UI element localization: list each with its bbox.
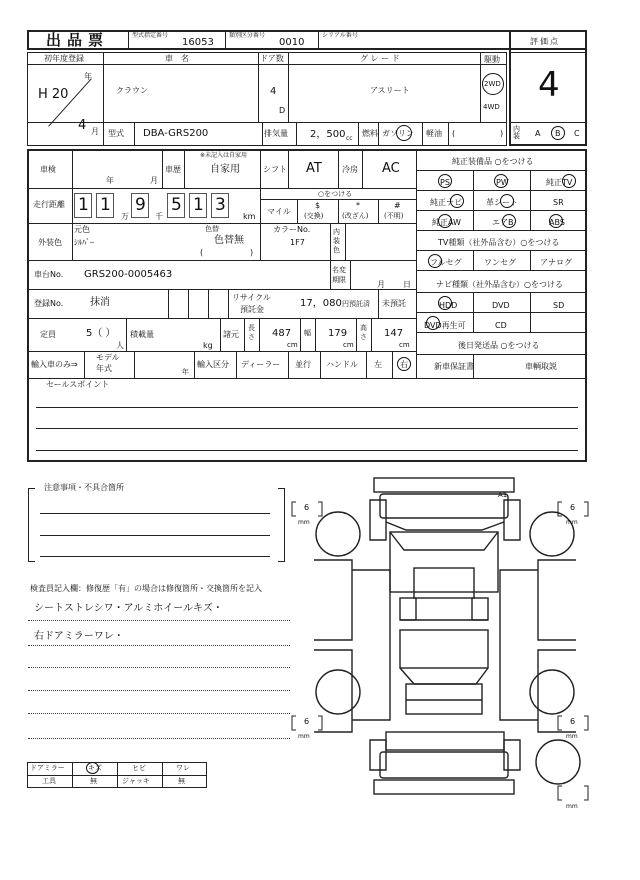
navi-cd: CD — [495, 321, 507, 330]
damage-a1: A1 — [498, 491, 508, 499]
score-label: 評価点 — [530, 37, 560, 46]
equipment-grid-line — [416, 270, 587, 271]
equipment-grid-line — [473, 170, 474, 230]
capacity-label: 定員 — [40, 330, 56, 339]
model: DBA-GRS200 — [143, 128, 209, 139]
equipment-grid-line — [416, 292, 587, 293]
equip-leather: 革シート — [486, 198, 518, 207]
unknown-option: (不明) — [384, 212, 404, 220]
height-cm: cm — [399, 341, 410, 349]
cc-unit: cc — [346, 135, 353, 142]
notes-line-1: シートストレシワ・アルミホイールキズ・ — [34, 603, 223, 614]
width: 179 — [328, 328, 348, 339]
score-value: 4 — [538, 65, 560, 105]
equipment-grid-line — [416, 250, 587, 251]
history-note: ※未記入は自家用 — [200, 152, 248, 159]
handle-left: 左 — [374, 360, 382, 369]
width-label: 幅 — [304, 329, 311, 337]
width-cm: cm — [343, 341, 354, 349]
interior-label: 内装 — [513, 125, 520, 140]
equipment-grid-line — [473, 250, 474, 270]
recycle-label-2: 預託金 — [240, 305, 264, 314]
shift-label: シフト — [263, 165, 287, 174]
navi-dvd: DVD — [492, 301, 510, 310]
mirror-crack: ワレ — [176, 764, 190, 772]
mile-option: マイル — [267, 207, 291, 216]
jack-none: 無 — [178, 777, 185, 785]
equip-sr: SR — [553, 198, 564, 207]
tv-fullseg: フルセグ — [430, 258, 462, 267]
exchange-symbol: $ — [315, 201, 321, 210]
height: 147 — [384, 328, 404, 339]
tamper-option: (改ざん) — [342, 212, 369, 220]
man-unit: 万 — [121, 212, 129, 221]
equipment-grid-line — [473, 292, 474, 332]
history: 自家用 — [210, 164, 240, 175]
serial-label: シリアル番号 — [322, 32, 358, 39]
inspection-year: 年 — [106, 176, 114, 185]
displacement: 2，500 — [310, 129, 346, 140]
tamper-symbol: * — [356, 201, 360, 210]
original-color-label: 元色 — [74, 225, 90, 234]
mileage-digit: 1 — [78, 195, 89, 215]
interior-c: C — [574, 129, 580, 138]
original-color: ｼﾙﾊﾞｰ — [74, 238, 94, 247]
notes-line-2: 右ドアミラーワレ・ — [34, 631, 124, 642]
load-label: 積載量 — [130, 330, 154, 339]
dim-label: 諸元 — [223, 330, 239, 339]
month-unit: 月 — [91, 127, 99, 136]
first-reg-label: 初年度登録 — [44, 54, 84, 63]
header-box — [27, 30, 587, 50]
chassis-label: 車台No. — [34, 270, 64, 279]
navi-dvd-play: DVD再生可 — [424, 321, 466, 330]
grade-label: グ レ ー ド — [360, 54, 400, 63]
recycle-none: 未預託 — [382, 299, 406, 308]
handle-label: ハンドル — [326, 360, 358, 369]
equipment-grid-line — [530, 170, 531, 230]
tread-front-left-unit: mm — [298, 519, 310, 526]
height-label: 高さ — [360, 324, 367, 341]
persons-unit: 人 — [116, 341, 124, 350]
mirror-crack-small: ヒビ — [132, 764, 146, 772]
equip-ps: PS — [440, 178, 450, 187]
notes-bracket-right — [278, 488, 285, 562]
equipment-grid-line — [416, 312, 587, 313]
drive-label: 駆動 — [484, 55, 500, 64]
exchange-option: (交換) — [304, 212, 324, 220]
tread-rear-left-unit: mm — [298, 733, 310, 740]
recycle-amount: 17，080 — [300, 298, 342, 309]
displacement-label: 排気量 — [264, 129, 288, 138]
tread-front-right-unit: mm — [566, 519, 578, 526]
fuel-gasoline: ガソリン — [382, 129, 414, 138]
later-manual: 車輌取説 — [525, 362, 557, 371]
paren-close: ) — [500, 129, 504, 138]
color-change: 色替無 — [214, 235, 244, 246]
reg: 抹消 — [90, 297, 110, 308]
interior-color-label: 内装色 — [333, 228, 340, 254]
equipment-grid-line — [416, 354, 587, 355]
navi-sd: SD — [553, 301, 565, 310]
inspector-label: 検査員記入欄：修復歴「有」の場合は修復箇所・交換箇所を記入 — [30, 584, 262, 593]
tread-rear-right-unit: mm — [566, 733, 578, 740]
inspection-label: 車検 — [40, 165, 56, 174]
tread-front-left: 6 — [304, 503, 310, 512]
capacity: 5（ ） — [86, 328, 116, 339]
aircon-label: 冷房 — [342, 165, 358, 174]
equipment-grid-line — [416, 170, 587, 171]
navi-hdd: HDD — [439, 301, 458, 310]
exterior-color-label: 外装色 — [38, 238, 62, 247]
import-dealer: ディーラー — [241, 360, 281, 369]
name-change-label: 名変期限 — [332, 266, 346, 284]
shift: AT — [306, 161, 322, 176]
equipment-grid-line — [416, 230, 587, 231]
equip-tv: 純正TV — [546, 178, 573, 187]
mileage-digit: 1 — [100, 195, 111, 215]
mileage-digit: 3 — [215, 195, 226, 215]
later-title: 後日発送品 ○をつける — [458, 341, 540, 350]
tread-rear-right: 6 — [570, 717, 576, 726]
color-change-label: 色替 — [205, 225, 219, 233]
class-no: 0010 — [279, 37, 305, 48]
equipment-grid-line — [530, 292, 531, 332]
equip-nav: 純正ナビ — [430, 198, 462, 207]
tv-analog: アナログ — [540, 258, 572, 267]
sales-point-label: セールスポイント — [46, 380, 110, 389]
color-no-label: カラーNo. — [273, 225, 311, 234]
color-paren-close: ) — [250, 248, 254, 257]
aircon: AC — [382, 161, 400, 176]
class-no-label: 類別区分番号 — [229, 32, 266, 39]
equip-aw: 純正AW — [432, 218, 461, 227]
length: 487 — [272, 328, 292, 339]
name-change-day: 日 — [403, 280, 411, 289]
import-parallel: 並行 — [295, 360, 311, 369]
chassis: GRS200-0005463 — [84, 269, 173, 280]
drive-4wd: 4WD — [483, 103, 500, 111]
color-paren-open: ( — [200, 248, 204, 257]
model-year-label: モデル — [96, 353, 120, 362]
color-no: 1F7 — [290, 238, 305, 247]
fuel-label: 燃料 — [362, 129, 378, 138]
fuel-diesel: 軽油 — [426, 129, 442, 138]
reg-label: 登録No. — [34, 299, 64, 308]
length-label: 長さ — [248, 324, 255, 341]
tread-rear-left: 6 — [304, 717, 310, 726]
genuine-title: 純正装備品 ○をつける — [452, 157, 534, 166]
model-label: 型式 — [108, 129, 124, 138]
mirror-scratch: キズ — [88, 764, 102, 772]
length-cm: cm — [287, 341, 298, 349]
door-mirror-label: ドアミラー — [30, 764, 65, 772]
equipment-grid-line — [530, 250, 531, 270]
recycle-label: リサイクル — [232, 293, 271, 302]
jack-label: ジャッキ — [122, 777, 150, 785]
tread-front-right: 6 — [570, 503, 576, 512]
equip-airbag: エアB — [492, 218, 514, 227]
first-reg-month: 4 — [78, 118, 87, 133]
navi-title: ナビ種類（社外品含む）○をつける — [436, 280, 563, 289]
form-title: 出品票 — [46, 31, 110, 49]
drive-2wd: 2WD — [484, 80, 501, 88]
import-type-label: 輸入区分 — [197, 360, 229, 369]
form-no-label: 型式指定番号 — [132, 32, 169, 39]
equip-pw: PW — [496, 178, 509, 187]
fuel-circle — [396, 125, 412, 141]
mileage-digit: 9 — [135, 195, 146, 215]
later-warranty: 新車保証書 — [434, 362, 474, 371]
tread-spare-unit: mm — [566, 803, 578, 810]
inspection-month: 月 — [150, 176, 158, 185]
handle-right: 右 — [400, 360, 408, 369]
import-label: 輸入車のみ⇒ — [31, 360, 78, 369]
door-suffix: D — [279, 106, 286, 115]
mileage-digit: 1 — [193, 195, 204, 215]
first-reg-year: H 20 — [38, 87, 69, 102]
form-no: 16053 — [182, 37, 214, 48]
year-unit: 年 — [84, 72, 92, 81]
tools-label: 工具 — [42, 777, 56, 785]
car-name: クラウン — [116, 86, 148, 95]
equipment-grid-line — [416, 210, 587, 211]
tv-oneseg: ワンセグ — [484, 258, 516, 267]
mileage-digit: 5 — [171, 195, 182, 215]
doors: 4 — [270, 86, 277, 97]
grade: アスリート — [370, 86, 410, 95]
recycle-suffix: 円預託済 — [342, 300, 370, 308]
model-year-suffix: 年 — [182, 368, 189, 376]
model-year-label-2: 年式 — [96, 364, 112, 373]
mileage-label: 走行距離 — [33, 200, 65, 209]
equip-abs: ABS — [549, 218, 565, 227]
equipment-grid-line — [416, 332, 587, 333]
tv-title: TV種類（社外品含む）○をつける — [438, 238, 560, 247]
doors-label: ドア数 — [260, 54, 284, 63]
km-unit: km — [243, 212, 256, 221]
equipment-grid-line — [416, 190, 587, 191]
tools-none: 無 — [90, 777, 97, 785]
sen-unit: 千 — [155, 212, 163, 221]
notes-bracket-left — [28, 488, 35, 562]
car-name-label: 車 名 — [165, 54, 189, 63]
circle-note: ○をつける — [318, 190, 353, 198]
unknown-symbol: # — [394, 201, 401, 210]
interior-b: B — [555, 129, 561, 138]
notes-title: 注意事項・不具合箇所 — [44, 483, 124, 492]
interior-a: A — [535, 129, 541, 138]
name-change-month: 月 — [377, 280, 385, 289]
history-label: 車歴 — [165, 165, 181, 174]
mirror-scratch-circle — [86, 762, 99, 774]
kg-unit: kg — [203, 341, 213, 350]
paren-open: ( — [452, 129, 456, 138]
